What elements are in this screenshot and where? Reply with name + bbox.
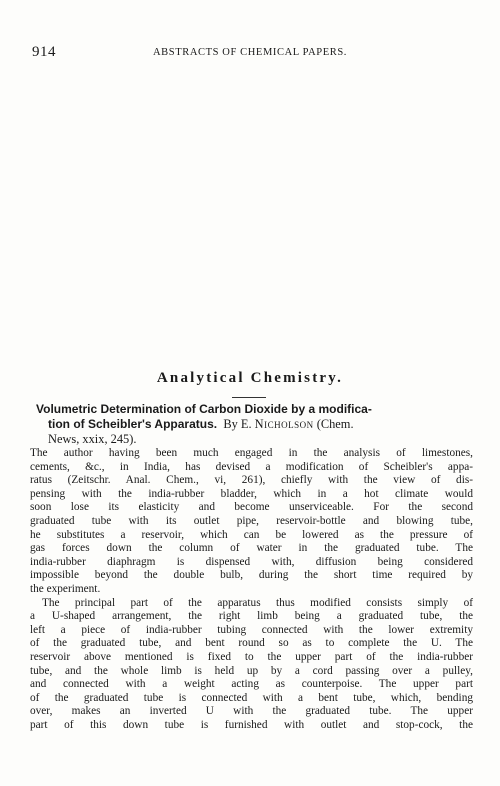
page-number: 914: [32, 44, 56, 60]
p1-line: india-rubber diaphragm is dispensed with, diffusion being considered: [30, 555, 473, 568]
paragraph-1: [30, 447, 473, 597]
article-citation-2: News, xxix, 245).: [48, 432, 137, 446]
p2-line: a U-shaped arrangement, the right limb being a graduated tube, the: [30, 610, 473, 623]
p1-line: the experiment.: [30, 582, 101, 595]
article-title-line-1: Volumetric Determination of Carbon Dioxide by a modifica-: [36, 402, 372, 416]
p2-line: tube, and the whole limb is held up by a cord passing over a pulley,: [30, 664, 473, 677]
p1-line: The author having been much engaged in the analysis of limestones,: [30, 447, 473, 459]
p2-line: of the graduated tube is connected with a bent tube, which, bending: [30, 691, 473, 704]
p2-line: left a piece of india-rubber tubing connected with the lower extremity: [30, 623, 473, 636]
p1-line: gas forces down the column of water in the graduated tube. The: [30, 542, 473, 555]
p2-line: The principal part of the apparatus thus modified consists simply of: [42, 596, 473, 609]
p2-line: of the graduated tube, and bent round so as to complete the U. The: [30, 637, 473, 650]
p2-line: part of this down tube is furnished with outlet and stop-cock, the: [30, 718, 473, 731]
article-title-line-2-text: tion of Scheibler's Apparatus.: [48, 417, 218, 431]
article-by: By E.: [223, 417, 252, 431]
article-author: Nicholson: [254, 417, 314, 431]
section-rule: [232, 397, 266, 398]
p1-line: ratus (Zeitschr. Anal. Chem., vi, 261), chiefly with the view of dis-: [30, 474, 473, 487]
p1-line: he substitutes a reservoir, which can be lowered as the pressure of: [30, 528, 473, 541]
running-head: ABSTRACTS OF CHEMICAL PAPERS.: [152, 47, 347, 58]
p1-line: soon lose its elasticity and become unserviceable. For the second: [30, 501, 473, 514]
paragraph-2: [30, 597, 473, 733]
p1-line: impossible beyond the double bulb, during the short time required by: [30, 569, 473, 582]
p1-line: pensing with the india-rubber bladder, which in a hot climate would: [30, 487, 473, 500]
p2-line: over, makes an inverted U with the graduated tube. The upper: [30, 705, 473, 718]
p2-line: reservoir above mentioned is fixed to the upper part of the india-rubber: [30, 650, 473, 663]
section-title: Analytical Chemistry.: [156, 370, 344, 386]
article-citation-1: (Chem.: [316, 417, 354, 431]
p1-line: graduated tube with its outlet pipe, reservoir-bottle and blowing tube,: [30, 514, 473, 527]
article-title: [36, 402, 474, 447]
article-body: [30, 447, 473, 732]
p2-line: and connected with a weight acting as counterpoise. The upper part: [30, 678, 473, 691]
article-title-line-2: [36, 417, 474, 432]
page-header: [30, 44, 470, 64]
p1-line: cements, &c., in India, has devised a modification of Scheibler's appa-: [30, 460, 473, 473]
